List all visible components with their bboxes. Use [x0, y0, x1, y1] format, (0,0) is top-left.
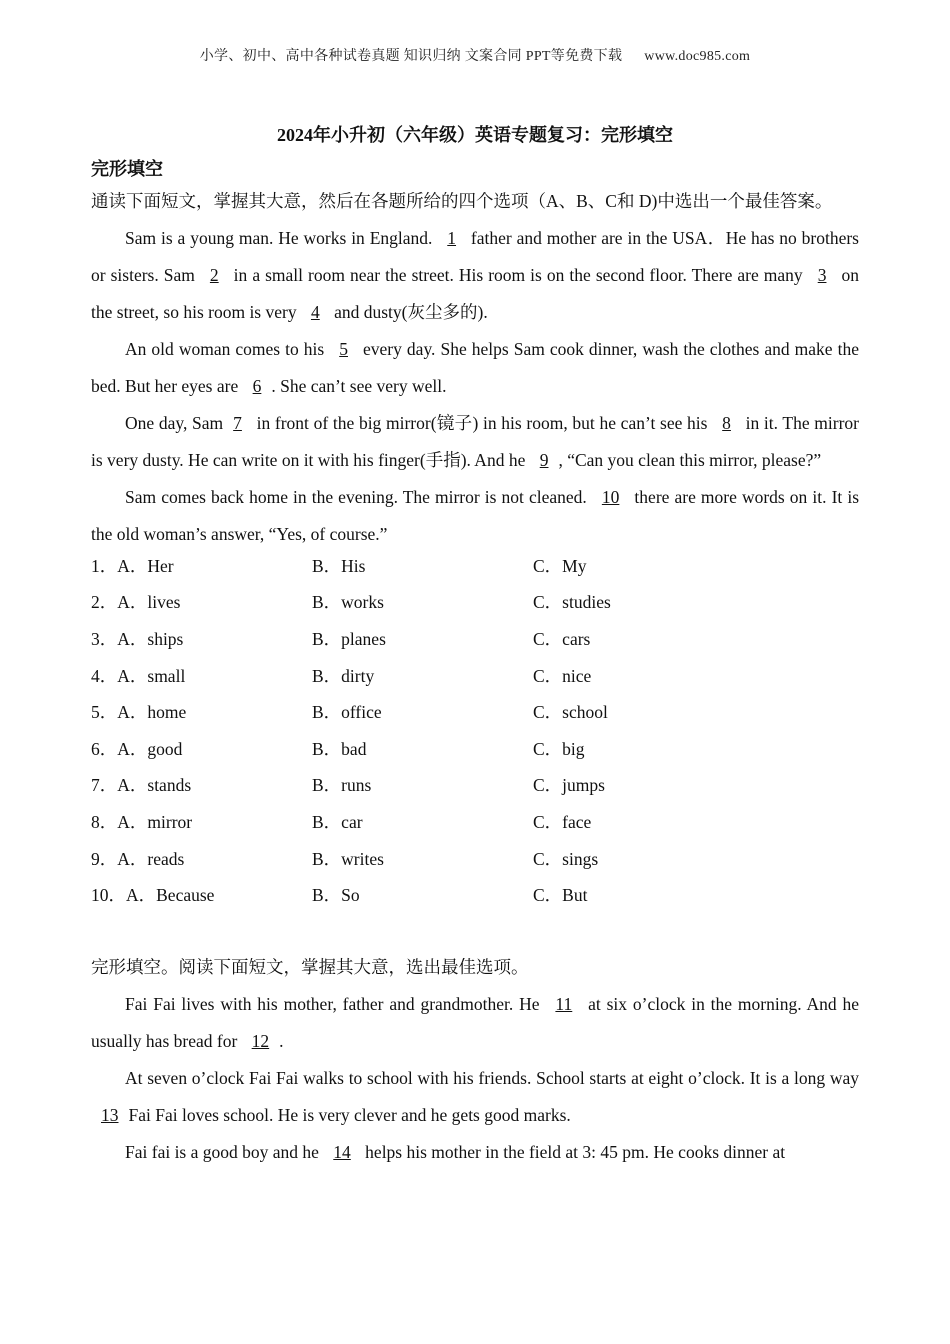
- options-list: [91, 547, 859, 913]
- section2-instruction: 完形填空。阅读下面短文，掌握其大意，选出最佳选项。: [91, 956, 529, 977]
- option-row: 10．A．Because B．So C．But: [91, 876, 859, 913]
- option-c[interactable]: C．nice: [533, 665, 592, 686]
- blank-9: 9: [539, 450, 549, 470]
- blank-1: 1: [447, 228, 457, 248]
- option-b[interactable]: B．dirty: [312, 665, 375, 686]
- option-a[interactable]: A．home: [117, 702, 187, 723]
- blank-10: 10: [601, 487, 620, 507]
- option-c[interactable]: C．jumps: [533, 775, 605, 796]
- option-row: 2．A．lives B．works C．studies: [91, 584, 859, 621]
- option-row: 8．A．mirror B．car C．face: [91, 803, 859, 840]
- option-a[interactable]: A．stands: [117, 775, 192, 796]
- option-a[interactable]: A．reads: [117, 848, 185, 869]
- passage2-paragraph-1: Fai Fai lives with his mother, father and grandmother. He 11 at six o’clock in the morning. And he usually has bread for 12 .: [91, 986, 859, 1060]
- option-a[interactable]: A．good: [117, 738, 183, 759]
- blank-13: 13: [101, 1104, 119, 1125]
- option-b[interactable]: B．planes: [312, 628, 386, 649]
- option-b[interactable]: B．So: [312, 885, 360, 906]
- option-b[interactable]: B．works: [312, 592, 384, 613]
- option-row: 3．A．ships B．planes C．cars: [91, 620, 859, 657]
- option-a[interactable]: A．mirror: [117, 811, 193, 832]
- option-row: 4．A．small B．dirty C．nice: [91, 657, 859, 694]
- passage-paragraph-4: Sam comes back home in the evening. The mirror is not cleaned. 10 there are more words on it. It is the old woman’s answer, “Yes, of course.”: [91, 479, 859, 553]
- option-c[interactable]: C．But: [533, 885, 588, 906]
- page-title: 2024年小升初（六年级）英语专题复习：完形填空: [277, 125, 673, 145]
- blank-6: 6: [252, 376, 262, 396]
- option-row: 1．A．Her B．His C．My: [91, 547, 859, 584]
- page-header: [0, 45, 950, 65]
- option-a[interactable]: A．small: [117, 665, 186, 686]
- option-b[interactable]: B．His: [312, 555, 366, 576]
- section-heading: 完形填空: [91, 159, 163, 179]
- header-text: 小学、初中、高中各种试卷真题 知识归纳 文案合同 PPT等免费下载: [199, 49, 623, 64]
- blank-14: 14: [333, 1141, 351, 1162]
- option-b[interactable]: B．car: [312, 811, 363, 832]
- blank-5: 5: [339, 339, 348, 359]
- option-a[interactable]: A．lives: [117, 592, 181, 613]
- option-c[interactable]: C．cars: [533, 628, 591, 649]
- header-url[interactable]: www.doc985.com: [644, 49, 751, 64]
- option-c[interactable]: C．sings: [533, 848, 599, 869]
- passage2-paragraph-2: At seven o’clock Fai Fai walks to school with his friends. School starts at eight o’clock. It is a long way 13 Fai Fai loves school. He is very clever and he gets good marks.: [91, 1060, 859, 1134]
- option-row: 9．A．reads B．writes C．sings: [91, 840, 859, 877]
- passage-paragraph-3: One day, Sam 7 in front of the big mirror(镜子) in his room, but he can’t see his 8 in it. The mirror is very dusty. He can write on it with his finger(手指). And he 9 , “Can you clean this mirror, please?”: [91, 405, 859, 479]
- option-c[interactable]: C．face: [533, 811, 592, 832]
- option-b[interactable]: B．bad: [312, 738, 367, 759]
- passage-paragraph-2: An old woman comes to his 5 every day. She helps Sam cook dinner, wash the clothes and make the bed. But her eyes are 6 . She can’t see very well.: [91, 331, 859, 405]
- option-a[interactable]: A．Her: [117, 555, 174, 576]
- option-row: 7．A．stands B．runs C．jumps: [91, 767, 859, 804]
- section-instruction: 通读下面短文，掌握其大意，然后在各题所给的四个选项（A、B、C和 D)中选出一个最佳答案。: [91, 191, 833, 211]
- blank-11: 11: [555, 993, 573, 1014]
- passage2-paragraph-3: Fai fai is a good boy and he 14 helps his mother in the field at 3: 45 pm. He cooks dinner at: [91, 1134, 859, 1171]
- option-c[interactable]: C．My: [533, 555, 587, 576]
- blank-7: 7: [233, 413, 242, 433]
- option-c[interactable]: C．school: [533, 702, 608, 723]
- option-c[interactable]: C．big: [533, 738, 585, 759]
- blank-2: 2: [209, 265, 219, 285]
- option-row: 5．A．home B．office C．school: [91, 693, 859, 730]
- blank-4: 4: [310, 302, 320, 322]
- option-b[interactable]: B．office: [312, 702, 382, 723]
- blank-12: 12: [251, 1030, 270, 1051]
- passage-paragraph-1: Sam is a young man. He works in England. 1 father and mother are in the USA．He has no brothers or sisters. Sam 2 in a small room near the street. His room is on the second floor. There are many 3 on the street, so his room is very 4 and dusty(灰尘多的).: [91, 220, 859, 331]
- option-a[interactable]: A．Because: [126, 885, 215, 906]
- option-row: 6．A．good B．bad C．big: [91, 730, 859, 767]
- document-body: [91, 155, 859, 1171]
- option-b[interactable]: B．writes: [312, 848, 384, 869]
- blank-3: 3: [817, 265, 827, 285]
- blank-8: 8: [722, 413, 731, 433]
- option-c[interactable]: C．studies: [533, 592, 611, 613]
- option-b[interactable]: B．runs: [312, 775, 372, 796]
- option-a[interactable]: A．ships: [117, 628, 184, 649]
